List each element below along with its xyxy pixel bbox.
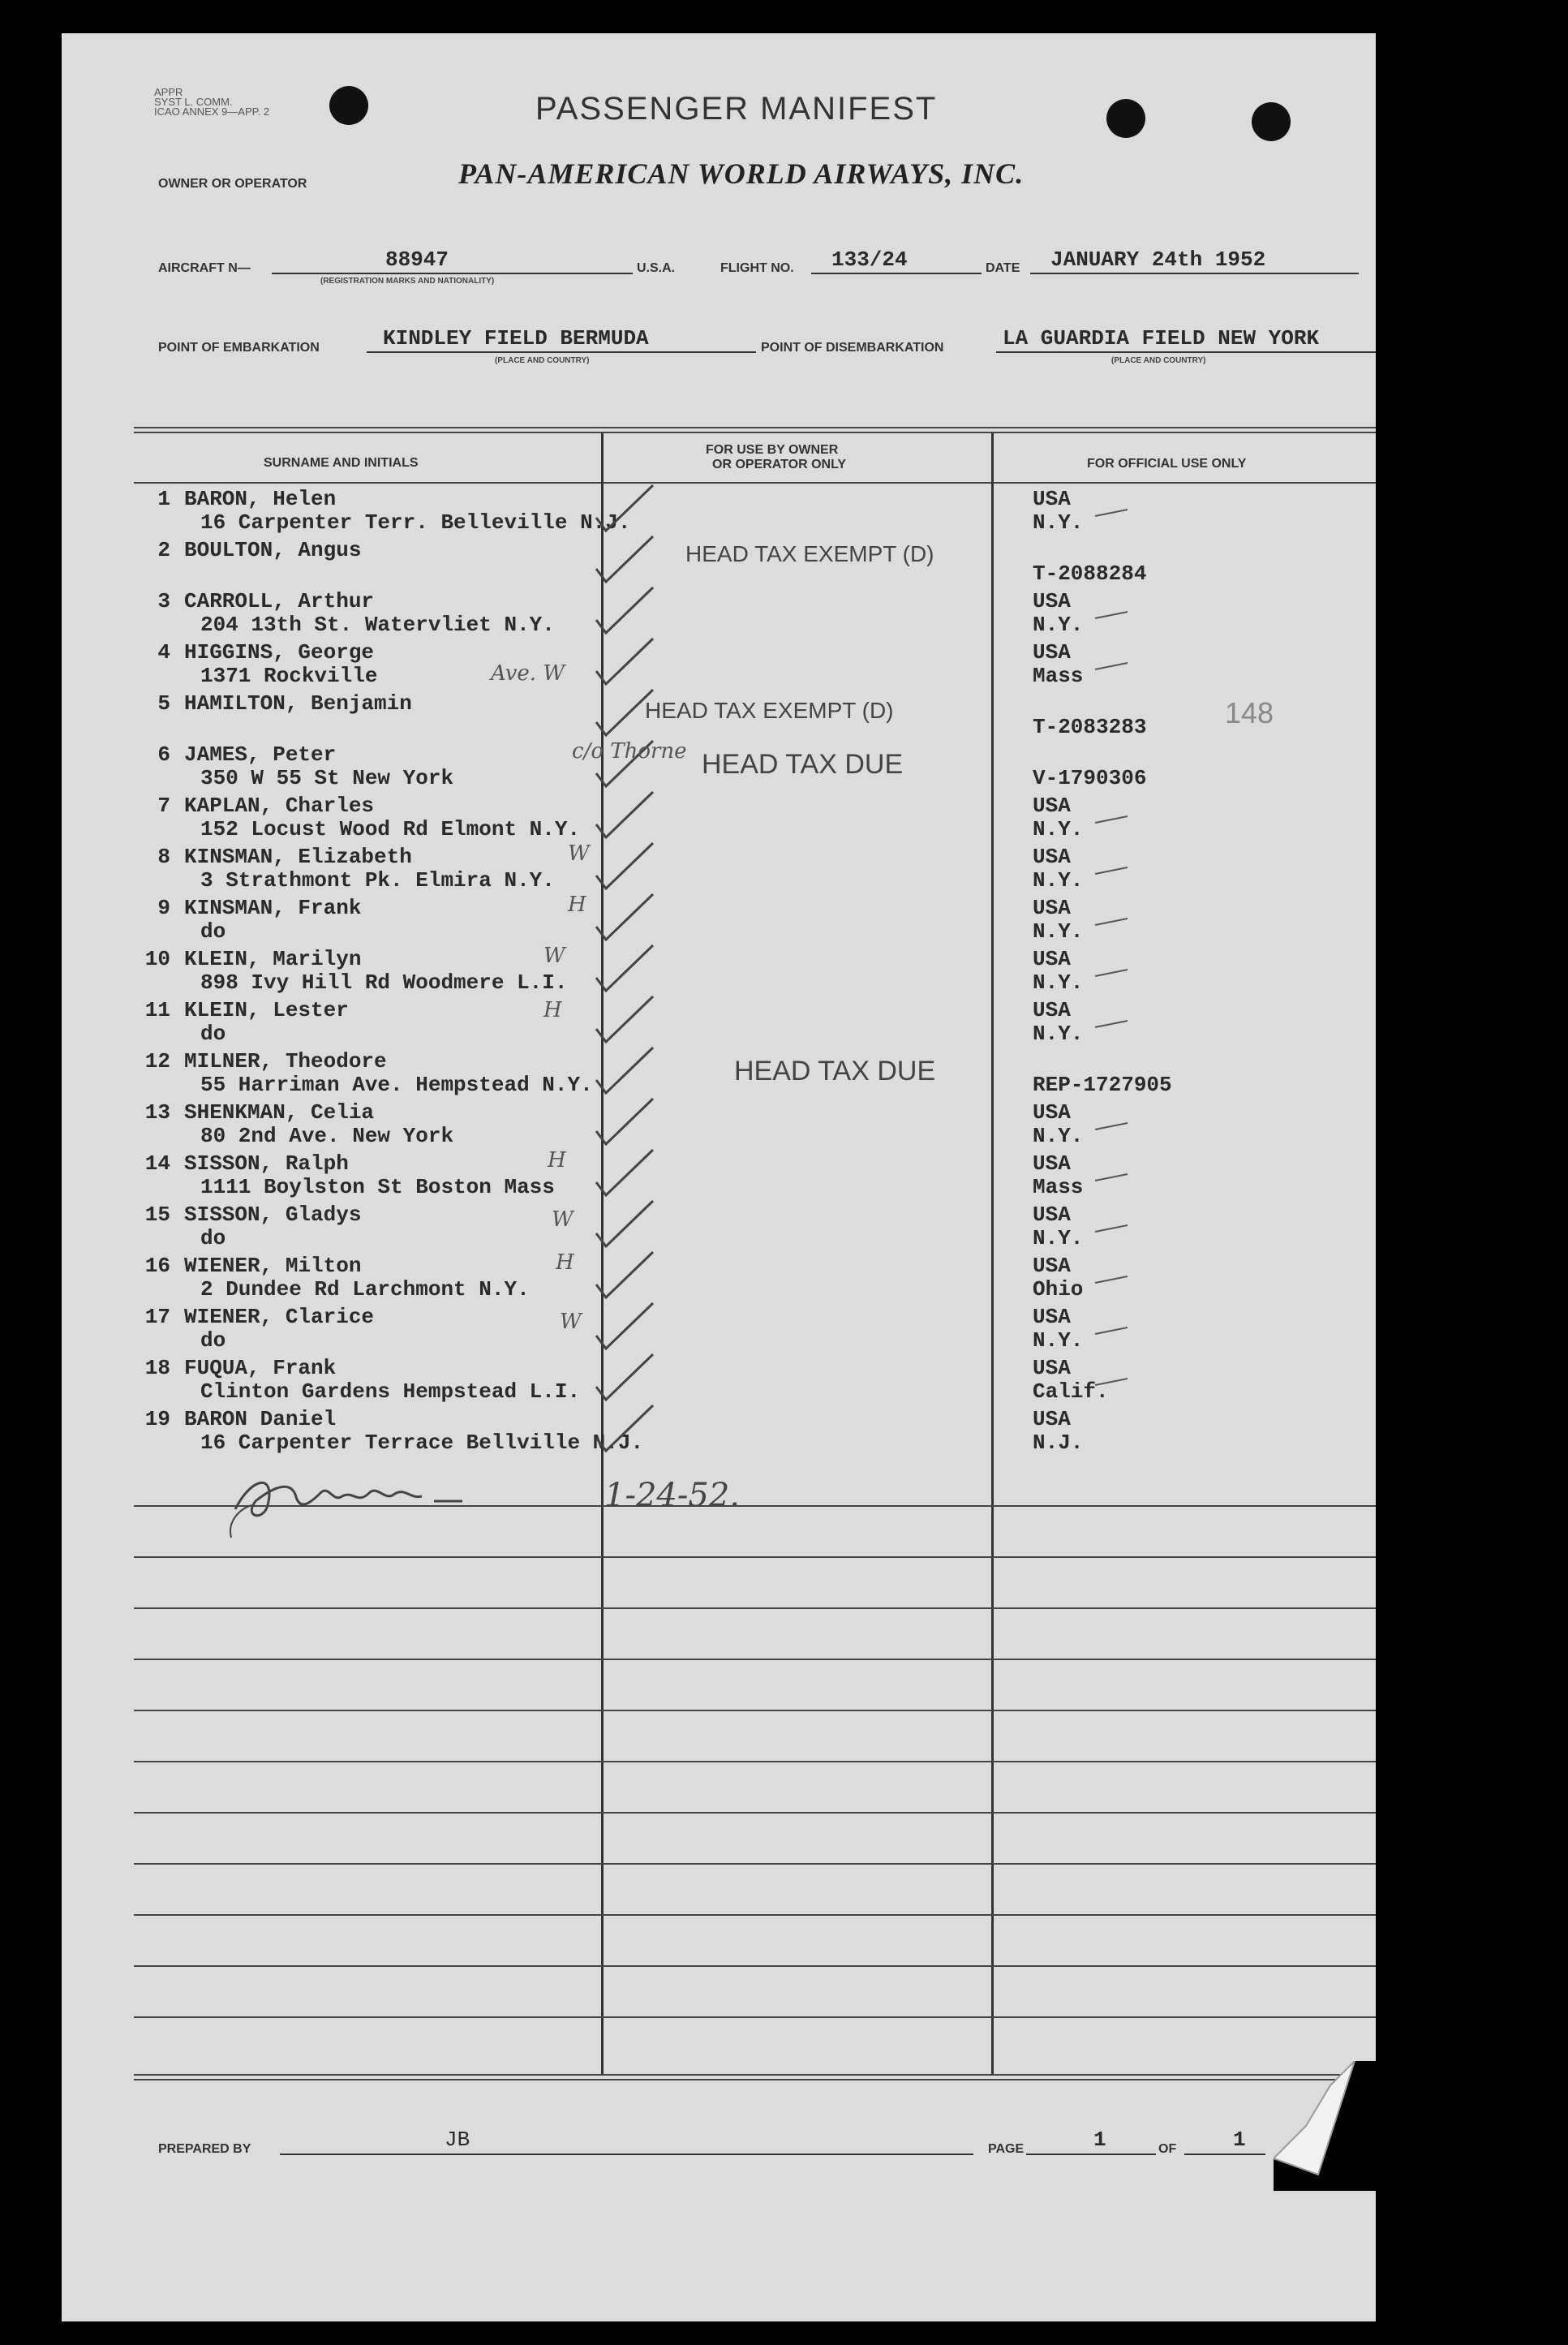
passenger-name: SISSON, Gladys bbox=[184, 1203, 362, 1227]
row-number: 3 bbox=[157, 589, 170, 613]
passenger-address: do bbox=[200, 1022, 226, 1046]
operator-name: PAN-AMERICAN WORLD AIRWAYS, INC. bbox=[458, 157, 1025, 190]
passenger-address: 2 Dundee Rd Larchmont N.Y. bbox=[200, 1277, 530, 1302]
check-mark-icon bbox=[588, 1092, 661, 1149]
passenger-address: 55 Harriman Ave. Hempstead N.Y. bbox=[200, 1073, 593, 1097]
handwritten-mark: W bbox=[543, 944, 565, 968]
row-number: 8 bbox=[157, 845, 170, 869]
passenger-address: 1111 Boylston St Boston Mass bbox=[200, 1175, 555, 1199]
passenger-address: 204 13th St. Watervliet N.Y. bbox=[200, 613, 555, 637]
check-mark-icon bbox=[588, 581, 661, 638]
row-number: 2 bbox=[157, 538, 170, 562]
official-nationality: USA bbox=[1033, 1203, 1071, 1227]
passenger-name: SISSON, Ralph bbox=[184, 1151, 349, 1176]
row-number: 5 bbox=[157, 691, 170, 716]
check-mark-icon bbox=[588, 479, 661, 536]
approval-note bbox=[154, 88, 269, 117]
tick-mark-icon bbox=[1091, 958, 1140, 983]
handwritten-note: Ave. W bbox=[491, 661, 565, 686]
row-number: 1 bbox=[157, 487, 170, 511]
tick-mark-icon bbox=[1091, 1367, 1140, 1392]
check-mark-icon bbox=[588, 1399, 661, 1456]
passenger-address: Clinton Gardens Hempstead L.I. bbox=[200, 1379, 581, 1404]
tick-mark-icon bbox=[1091, 1265, 1140, 1289]
table-row bbox=[134, 535, 1376, 586]
passenger-name: KINSMAN, Frank bbox=[184, 896, 362, 920]
row-number: 7 bbox=[157, 794, 170, 818]
passenger-address: 152 Locust Wood Rd Elmont N.Y. bbox=[200, 817, 581, 841]
tick-mark-icon bbox=[1091, 600, 1140, 625]
passenger-address: do bbox=[200, 1226, 226, 1250]
owner-label: OWNER OR OPERATOR bbox=[158, 177, 307, 191]
official-residence: Calif. bbox=[1033, 1379, 1109, 1404]
official-residence: N.J. bbox=[1033, 1431, 1084, 1455]
passenger-name: KLEIN, Marilyn bbox=[184, 947, 362, 971]
table-row bbox=[134, 739, 1376, 790]
table-row bbox=[134, 484, 1376, 535]
official-nationality: USA bbox=[1033, 640, 1071, 665]
table-row bbox=[134, 1353, 1376, 1404]
official-nationality: USA bbox=[1033, 998, 1071, 1022]
official-nationality: USA bbox=[1033, 1100, 1071, 1125]
check-mark-icon bbox=[588, 1246, 661, 1302]
row-number: 13 bbox=[144, 1100, 170, 1125]
folded-corner bbox=[1274, 2061, 1379, 2191]
tick-mark-icon bbox=[1091, 1163, 1140, 1187]
passenger-name: JAMES, Peter bbox=[184, 742, 337, 767]
surname-column-header: SURNAME AND INITIALS bbox=[264, 456, 419, 470]
table-row bbox=[134, 995, 1376, 1046]
official-nationality: USA bbox=[1033, 896, 1071, 920]
flight-date: JANUARY 24th 1952 bbox=[1050, 247, 1266, 272]
passenger-name: KLEIN, Lester bbox=[184, 998, 349, 1022]
tick-mark-icon bbox=[1091, 1009, 1140, 1034]
official-nationality: USA bbox=[1033, 1356, 1071, 1380]
passenger-name: WIENER, Milton bbox=[184, 1254, 362, 1278]
row-number: 18 bbox=[144, 1356, 170, 1380]
page-value: 1 bbox=[1093, 2128, 1106, 2152]
head-tax-due-note: HEAD TAX DUE bbox=[734, 1056, 936, 1086]
date-label: DATE bbox=[986, 261, 1020, 275]
owner-column-header-1: FOR USE BY OWNER bbox=[706, 443, 839, 457]
passenger-address: 16 Carpenter Terr. Belleville N.J. bbox=[200, 510, 631, 535]
table-row bbox=[134, 1199, 1376, 1250]
passenger-name: BARON Daniel bbox=[184, 1407, 337, 1431]
table-row bbox=[134, 1097, 1376, 1148]
official-nationality: USA bbox=[1033, 947, 1071, 971]
row-number: 11 bbox=[144, 998, 170, 1022]
table-row bbox=[134, 944, 1376, 995]
registration-note: (REGISTRATION MARKS AND NATIONALITY) bbox=[320, 277, 495, 286]
row-number: 14 bbox=[144, 1151, 170, 1176]
passenger-address: 350 W 55 St New York bbox=[200, 766, 454, 790]
passenger-name: MILNER, Theodore bbox=[184, 1049, 387, 1074]
tick-mark-icon bbox=[1091, 907, 1140, 932]
passenger-address: do bbox=[200, 919, 226, 944]
table-row bbox=[134, 790, 1376, 841]
official-residence: T-2083283 bbox=[1033, 715, 1147, 739]
table-row bbox=[134, 1148, 1376, 1199]
official-residence: Mass bbox=[1033, 664, 1084, 688]
passenger-address: 1371 Rockville bbox=[200, 664, 378, 688]
official-residence: N.Y. bbox=[1033, 1328, 1084, 1353]
tick-mark-icon bbox=[1091, 805, 1140, 829]
tick-mark-icon bbox=[1091, 498, 1140, 523]
tick-mark-icon bbox=[1091, 856, 1140, 880]
official-nationality: USA bbox=[1033, 487, 1071, 511]
official-residence: N.Y. bbox=[1033, 919, 1084, 944]
row-number: 19 bbox=[144, 1407, 170, 1431]
prepared-by-value: JB bbox=[445, 2128, 470, 2152]
check-mark-icon bbox=[588, 1297, 661, 1353]
table-row bbox=[134, 586, 1376, 637]
check-mark-icon bbox=[588, 1041, 661, 1098]
passenger-name: HIGGINS, George bbox=[184, 640, 375, 665]
handwritten-mark: W bbox=[552, 1207, 574, 1232]
check-mark-icon bbox=[588, 837, 661, 893]
check-mark-icon bbox=[588, 785, 661, 842]
prepared-by-label: PREPARED BY bbox=[158, 2142, 251, 2156]
table-row bbox=[134, 841, 1376, 893]
table-row bbox=[134, 688, 1376, 739]
table-row bbox=[134, 1302, 1376, 1353]
disembarkation-note: (PLACE AND COUNTRY) bbox=[1111, 356, 1206, 365]
official-column-header: FOR OFFICIAL USE ONLY bbox=[1087, 457, 1247, 471]
passenger-address: do bbox=[200, 1328, 226, 1353]
official-nationality: USA bbox=[1033, 1151, 1071, 1176]
passenger-address: 3 Strathmont Pk. Elmira N.Y. bbox=[200, 868, 555, 893]
handwritten-mark: H bbox=[543, 998, 562, 1022]
official-residence: N.Y. bbox=[1033, 970, 1084, 995]
official-residence: REP-1727905 bbox=[1033, 1073, 1172, 1097]
row-number: 9 bbox=[157, 896, 170, 920]
approval-line: SYST L. COMM. bbox=[154, 96, 233, 108]
aircraft-label: AIRCRAFT N— bbox=[158, 261, 251, 275]
official-nationality: USA bbox=[1033, 794, 1071, 818]
table-row bbox=[134, 893, 1376, 944]
row-number: 10 bbox=[144, 947, 170, 971]
check-mark-icon bbox=[588, 1143, 661, 1200]
punch-hole bbox=[1106, 99, 1145, 138]
tick-mark-icon bbox=[1091, 1112, 1140, 1136]
row-number: 6 bbox=[157, 742, 170, 767]
official-nationality: USA bbox=[1033, 845, 1071, 869]
aircraft-value: 88947 bbox=[385, 247, 449, 272]
check-mark-icon bbox=[588, 990, 661, 1047]
official-nationality: USA bbox=[1033, 1407, 1071, 1431]
passenger-name: FUQUA, Frank bbox=[184, 1356, 337, 1380]
flight-label: FLIGHT NO. bbox=[720, 261, 794, 275]
page-title: PASSENGER MANIFEST bbox=[535, 91, 938, 127]
passenger-name: CARROLL, Arthur bbox=[184, 589, 375, 613]
handwritten-note: c/o Thorne bbox=[572, 739, 687, 764]
handwritten-mark: W bbox=[560, 1310, 582, 1334]
official-nationality: USA bbox=[1033, 589, 1071, 613]
passenger-name: BARON, Helen bbox=[184, 487, 337, 511]
passenger-address: 898 Ivy Hill Rd Woodmere L.I. bbox=[200, 970, 568, 995]
official-residence: N.Y. bbox=[1033, 1226, 1084, 1250]
official-residence: Mass bbox=[1033, 1175, 1084, 1199]
approval-line: ICAO ANNEX 9—APP. 2 bbox=[154, 105, 270, 118]
handwritten-mark: H bbox=[548, 1148, 566, 1172]
usa-label: U.S.A. bbox=[637, 261, 676, 275]
signature-date: 1-24-52. bbox=[604, 1477, 740, 1514]
table-row bbox=[134, 1250, 1376, 1302]
disembarkation-value: LA GUARDIA FIELD NEW YORK bbox=[1003, 326, 1320, 351]
passenger-name: SHENKMAN, Celia bbox=[184, 1100, 375, 1125]
punch-hole bbox=[1252, 102, 1291, 141]
approval-line: APPR bbox=[154, 86, 183, 98]
passenger-address: 16 Carpenter Terrace Bellville N.J. bbox=[200, 1431, 644, 1455]
passenger-name: WIENER, Clarice bbox=[184, 1305, 375, 1329]
row-number: 16 bbox=[144, 1254, 170, 1278]
head-tax-exempt-note: HEAD TAX EXEMPT (D) bbox=[685, 541, 934, 566]
passenger-name: KAPLAN, Charles bbox=[184, 794, 375, 818]
handwritten-mark: H bbox=[556, 1250, 574, 1275]
punch-hole bbox=[329, 86, 368, 125]
official-nationality: USA bbox=[1033, 1254, 1071, 1278]
disembarkation-label: POINT OF DISEMBARKATION bbox=[761, 341, 944, 355]
table-row bbox=[134, 637, 1376, 688]
row-number: 4 bbox=[157, 640, 170, 665]
table-row bbox=[134, 1046, 1376, 1097]
check-mark-icon bbox=[588, 1348, 661, 1405]
check-mark-icon bbox=[588, 939, 661, 996]
passenger-name: HAMILTON, Benjamin bbox=[184, 691, 412, 716]
official-residence: N.Y. bbox=[1033, 868, 1084, 893]
official-residence: V-1790306 bbox=[1033, 766, 1147, 790]
head-tax-due-note: HEAD TAX DUE bbox=[702, 749, 904, 780]
check-mark-icon bbox=[588, 1194, 661, 1251]
official-residence: N.Y. bbox=[1033, 1022, 1084, 1046]
official-residence: Ohio bbox=[1033, 1277, 1084, 1302]
owner-column-header-2: OR OPERATOR ONLY bbox=[712, 458, 847, 471]
official-nationality: USA bbox=[1033, 1305, 1071, 1329]
official-residence: T-2088284 bbox=[1033, 562, 1147, 586]
head-tax-exempt-note: HEAD TAX EXEMPT (D) bbox=[645, 698, 894, 723]
tick-mark-icon bbox=[1091, 1214, 1140, 1238]
official-residence: N.Y. bbox=[1033, 1124, 1084, 1148]
of-value: 1 bbox=[1233, 2128, 1246, 2152]
tick-mark-icon bbox=[1091, 652, 1140, 676]
embarkation-value: KINDLEY FIELD BERMUDA bbox=[383, 326, 649, 351]
of-label: OF bbox=[1158, 2142, 1177, 2156]
embarkation-label: POINT OF EMBARKATION bbox=[158, 341, 320, 355]
official-residence: N.Y. bbox=[1033, 817, 1084, 841]
official-residence: N.Y. bbox=[1033, 510, 1084, 535]
embarkation-note: (PLACE AND COUNTRY) bbox=[495, 356, 590, 365]
row-number: 17 bbox=[144, 1305, 170, 1329]
check-mark-icon bbox=[588, 888, 661, 944]
passenger-name: KINSMAN, Elizabeth bbox=[184, 845, 412, 869]
row-number: 12 bbox=[144, 1049, 170, 1074]
stamp-number: 148 bbox=[1225, 696, 1274, 729]
handwritten-mark: H bbox=[568, 893, 586, 917]
official-residence: N.Y. bbox=[1033, 613, 1084, 637]
flight-number: 133/24 bbox=[831, 247, 908, 272]
passenger-address: 80 2nd Ave. New York bbox=[200, 1124, 454, 1148]
handwritten-signature bbox=[219, 1461, 560, 1550]
tick-mark-icon bbox=[1091, 1316, 1140, 1340]
page-label: PAGE bbox=[988, 2142, 1025, 2156]
handwritten-mark: W bbox=[568, 841, 590, 866]
passenger-name: BOULTON, Angus bbox=[184, 538, 362, 562]
check-mark-icon bbox=[588, 632, 661, 689]
row-number: 15 bbox=[144, 1203, 170, 1227]
check-mark-icon bbox=[588, 530, 661, 587]
table-row bbox=[134, 1404, 1376, 1455]
